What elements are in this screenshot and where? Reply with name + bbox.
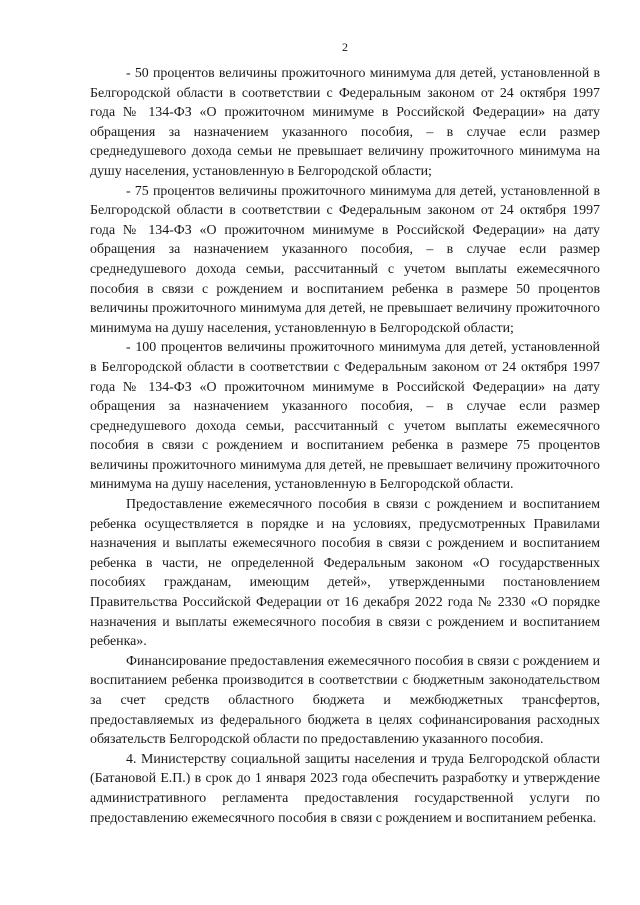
page-number: 2: [342, 40, 348, 54]
paragraph-75-percent: - 75 процентов величины прожиточного минимума для детей, установленной в Белгородской области в соответствии с Федеральным законом от 24 октября 1997 года № 134-ФЗ «О прожиточном минимуме в Российской Федерации» на дату обращения за назначением указанного пособия, – в случае если размер среднедушевого дохода семьи, рассчитанный с учетом выплаты ежемесячного пособия в связи с рождением и воспитанием ребенка в размере 50 процентов величины прожиточного минимума для детей, не превышает величину прожиточного минимума на душу населения, установленную в Белгородской области;: [90, 183, 600, 336]
paragraph-provision-rules: Предоставление ежемесячного пособия в связи с рождением и воспитанием ребенка осуществляется в порядке и на условиях, предусмотренных Правилами назначения и выплаты ежемесячного пособия в связи с рождением и воспитанием ребенка в части, не определенной Федеральным законом «О государственных пособиях гражданам, имеющим детей», утвержденными постановлением Правительства Российской Федерации от 16 декабря 2022 года № 2330 «О порядке назначения и выплаты ежемесячного пособия в связи с рождением и воспитанием ребенка».: [90, 497, 600, 650]
paragraph-financing: Финансирование предоставления ежемесячного пособия в связи с рождением и воспитанием ребенка производится в соответствии с бюджетным законодательством за счет средств областного бюджета и межбюджетных трансфертов, предоставляемых из федерального бюджета в целях софинансирования расходных обязательств Белгородской области по предоставлению указанного пособия.: [90, 653, 600, 748]
paragraph-item-4: 4. Министерству социальной защиты населения и труда Белгородской области (Батановой Е.П.) в срок до 1 января 2023 года обеспечить разработку и утверждение административного регламента предоставления государственной услуги по предоставлению ежемесячного пособия в связи с рождением и воспитанием ребенка.: [90, 751, 600, 826]
paragraph-50-percent: - 50 процентов величины прожиточного минимума для детей, установленной в Белгородской области в соответствии с Федеральным законом от 24 октября 1997 года № 134-ФЗ «О прожиточном минимуме в Российской Федерации» на дату обращения за назначением указанного пособия, – в случае если размер среднедушевого дохода семьи не превышает величину прожиточного минимума на душу населения, установленную в Белгородской области;: [90, 66, 600, 179]
paragraph-100-percent: - 100 процентов величины прожиточного минимума для детей, установленной в Белгородской области в соответствии с Федеральным законом от 24 октября 1997 года № 134-ФЗ «О прожиточном минимуме в Российской Федерации» на дату обращения за назначением указанного пособия, – в случае если размер среднедушевого дохода семьи, рассчитанный с учетом выплаты ежемесячного пособия в связи с рождением и воспитанием ребенка в размере 75 процентов величины прожиточного минимума для детей, не превышает величину прожиточного минимума на душу населения, установленную в Белгородской области.: [90, 340, 600, 493]
